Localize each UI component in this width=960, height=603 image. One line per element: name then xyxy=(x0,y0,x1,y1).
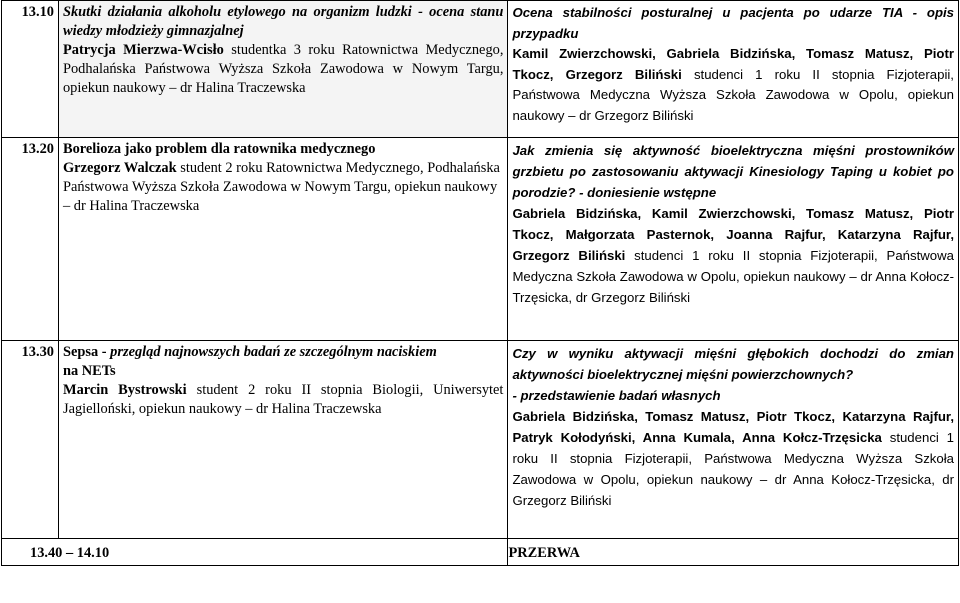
talk-title: Ocena stabilności posturalnej u pacjenta po udarze TIA - opis przypadku xyxy=(512,5,954,41)
break-time: 13.40 – 14.10 xyxy=(2,539,508,566)
talk-cell xyxy=(508,1,959,138)
talk-affiliation: student 2 roku II stopnia Biologii, Uniwersytet Jagielloński, opiekun naukowy – dr Halina Traczewska xyxy=(62,382,504,417)
talk-authors: Gabriela Bidzińska, Tomasz Matusz, Piotr Tkocz, Katarzyna Rajfur, Patryk Kołodyński, Anna Kumala, Anna Kołcz-Trzęsicka xyxy=(512,409,954,445)
talk-subtitle: - przedstawienie badań własnych xyxy=(512,388,721,403)
time-cell: 13.30 xyxy=(2,341,59,539)
talk-affiliation: studentka 3 roku Ratownictwa Medycznego, Podhalańska Państwowa Wyższa Szkoła Zawodowa w Nowym Targu, opiekun naukowy – dr Halina Traczewska xyxy=(62,42,504,96)
talk-affiliation: student 2 roku Ratownictwa Medycznego, Podhalańska Państwowa Wyższa Szkoła Zawodowa w Nowym Targu, opiekun naukowy – dr Halina Traczewska xyxy=(62,160,500,214)
talk-title-prefix: Sepsa - xyxy=(62,344,111,360)
talk-title: Czy w wyniku aktywacji mięśni głębokich dochodzi do zmian aktywności bioelektrycznej mięśni powierzchownych? xyxy=(512,346,954,382)
talk-affiliation: studenci 1 roku II stopnia Fizjoterapii, Państwowa Medyczna Wyższa Szkoła Zawodowa w Opolu, opiekun naukowy – dr Grzegorz Biliński xyxy=(512,66,954,123)
talk-subtitle: - doniesienie wstępne xyxy=(579,185,717,200)
break-row xyxy=(2,539,959,566)
time-cell: 13.10 xyxy=(2,1,59,138)
talk-title: Jak zmienia się aktywność bioelektryczna mięśni prostowników grzbietu po zastosowaniu aktywacji Kinesiology Taping u kobiet po porodzie? xyxy=(512,143,954,200)
talk-title: Borelioza jako problem dla ratownika medycznego xyxy=(62,141,376,157)
talk-title: przegląd najnowszych badań ze szczególnym naciskiem xyxy=(110,344,437,360)
break-label: PRZERWA xyxy=(508,539,959,566)
schedule-row xyxy=(2,1,959,138)
talk-author: Patrycja Mierzwa-Wcisło xyxy=(62,42,224,58)
talk-cell xyxy=(58,138,507,341)
talk-authors: Gabriela Bidzińska, Kamil Zwierzchowski, Tomasz Matusz, Piotr Tkocz, Małgorzata Pasternok, Joanna Rajfur, Katarzyna Rajfur, Grzegorz Biliński xyxy=(512,206,954,263)
talk-author: Marcin Bystrowski xyxy=(62,382,187,398)
talk-cell xyxy=(58,341,507,539)
talk-authors: Kamil Zwierzchowski, Gabriela Bidzińska, Tomasz Matusz, Piotr Tkocz, Grzegorz Biliński xyxy=(512,46,954,82)
time-cell: 13.20 xyxy=(2,138,59,341)
schedule-row xyxy=(2,138,959,341)
talk-affiliation: studenci 1 roku II stopnia Fizjoterapii, Państwowa Medyczna Wyższa Szkoła Zawodowa w Opolu, opiekun naukowy – dr Anna Kołocz-Trzęsicka, dr Grzegorz Biliński xyxy=(512,430,955,508)
schedule-row xyxy=(2,341,959,539)
talk-cell xyxy=(508,341,959,539)
schedule-table xyxy=(1,0,959,566)
talk-affiliation: studenci 1 roku II stopnia Fizjoterapii, Państwowa Medyczna Szkoła Zawodowa w Opolu, opiekun naukowy – dr Anna Kołocz-Trzęsicka, dr Grzegorz Biliński xyxy=(512,248,954,305)
talk-title-suffix: na NETs xyxy=(62,363,116,379)
talk-author: Grzegorz Walczak xyxy=(62,160,177,176)
talk-cell xyxy=(508,138,959,341)
talk-cell xyxy=(58,1,507,138)
talk-title: Skutki działania alkoholu etylowego na organizm ludzki - ocena stanu wiedzy młodzieży gimnazjalnej xyxy=(62,4,504,39)
